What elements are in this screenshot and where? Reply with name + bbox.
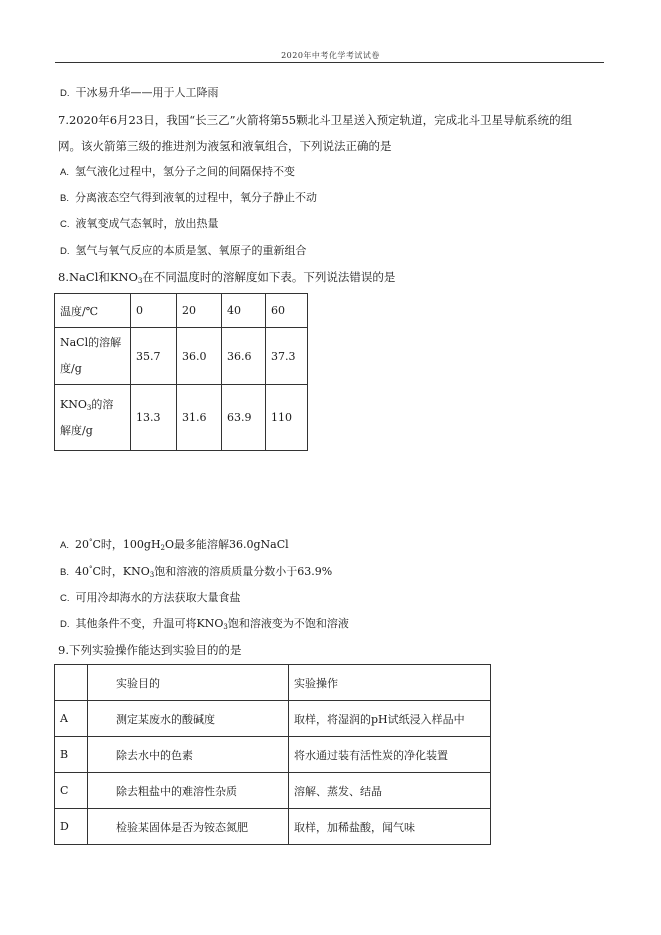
option-text: O最多能溶解36.0gNaCl xyxy=(165,538,289,551)
row-label: C xyxy=(55,773,88,809)
header-cell: 实验目的 xyxy=(88,665,289,701)
experiment-table xyxy=(54,664,491,845)
row-label-sub: 3 xyxy=(86,403,92,412)
q8-option-a xyxy=(60,538,289,553)
q8-stem-post: 在不同温度时的溶解度如下表。下列说法错误的是 xyxy=(142,270,396,284)
purpose-cell: 除去粗盐中的难溶性杂质 xyxy=(88,773,289,809)
q9-stem: 9.下列实验操作能达到实验目的的是 xyxy=(58,643,242,657)
page-header-title: 2020年中考化学考试试卷 xyxy=(281,51,380,60)
value-cell: 36.0 xyxy=(177,328,222,385)
solubility-header-row xyxy=(55,294,308,328)
row-label-line2: 解度/g xyxy=(60,423,93,437)
option-letter: C. xyxy=(60,219,70,230)
option-letter: C. xyxy=(60,593,70,604)
header-divider xyxy=(55,62,604,63)
q8-stem-pre: 8.NaCl和KNO xyxy=(58,270,138,284)
option-text: 氢气与氧气反应的本质是氢、氧原子的重新组合 xyxy=(75,244,307,257)
header-cell: 实验操作 xyxy=(289,665,491,701)
operation-cell: 取样，加稀盐酸，闻气味 xyxy=(289,809,491,845)
q7-option-c xyxy=(60,217,219,232)
experiment-row-a xyxy=(55,701,491,737)
option-text: 可用冷却海水的方法获取大量食盐 xyxy=(75,591,241,604)
header-cell: 温度/℃ xyxy=(55,294,131,328)
q8-option-b xyxy=(60,565,332,580)
option-text: 其他条件不变，升温可将KNO xyxy=(75,617,224,630)
degree-sup: ° xyxy=(88,538,93,546)
value-cell: 31.6 xyxy=(177,385,222,451)
q8-option-d xyxy=(60,617,349,632)
value-cell: 37.3 xyxy=(266,328,308,385)
option-text: C时，KNO xyxy=(92,565,150,578)
option-letter: A. xyxy=(60,540,69,551)
row-label-line2: 度/g xyxy=(60,362,82,375)
purpose-cell: 测定某废水的酸碱度 xyxy=(88,701,289,737)
option-text: 氢气液化过程中，氢分子之间的间隔保持不变 xyxy=(74,165,295,178)
q6-option-d xyxy=(60,86,219,101)
header-cell xyxy=(55,665,88,701)
option-text: 分离液态空气得到液氧的过程中，氧分子静止不动 xyxy=(74,191,317,204)
option-sub: 3 xyxy=(149,571,155,579)
row-label-post: 的溶 xyxy=(91,397,114,411)
q7-option-a xyxy=(60,165,295,180)
purpose-cell: 除去水中的色素 xyxy=(88,737,289,773)
solubility-row-nacl xyxy=(55,328,308,385)
option-text: C时，100gH xyxy=(92,538,161,551)
q8-stem-sub: 3 xyxy=(137,277,143,285)
experiment-row-d xyxy=(55,809,491,845)
operation-cell: 溶解、蒸发、结晶 xyxy=(289,773,491,809)
degree-sup: ° xyxy=(88,565,93,573)
option-text: 干冰易升华——用于人工降雨 xyxy=(75,86,219,99)
header-cell: 60 xyxy=(266,294,308,328)
row-label-line1: NaCl的溶解 xyxy=(60,336,122,349)
option-letter: D. xyxy=(60,619,70,630)
q8-option-c xyxy=(60,591,241,606)
row-label: B xyxy=(55,737,88,773)
experiment-header-row xyxy=(55,665,491,701)
experiment-row-c xyxy=(55,773,491,809)
solubility-table xyxy=(54,293,308,451)
value-cell: 110 xyxy=(266,385,308,451)
experiment-row-b xyxy=(55,737,491,773)
q8-stem xyxy=(58,270,395,284)
option-sub: 3 xyxy=(223,623,228,631)
row-label-pre: KNO xyxy=(60,397,87,411)
purpose-cell: 检验某固体是否为铵态氮肥 xyxy=(88,809,289,845)
header-cell: 20 xyxy=(177,294,222,328)
option-letter: A. xyxy=(60,167,69,178)
solubility-row-kno3 xyxy=(55,385,308,451)
q7-stem-line2: 网。该火箭第三级的推进剂为液氢和液氧组合，下列说法正确的是 xyxy=(58,139,392,153)
header-cell: 0 xyxy=(131,294,177,328)
option-letter: B. xyxy=(60,193,69,204)
option-text: 饱和溶液的溶质质量分数小于63.9% xyxy=(154,565,333,578)
value-cell: 63.9 xyxy=(222,385,266,451)
operation-cell: 将水通过装有活性炭的净化装置 xyxy=(289,737,491,773)
option-letter: D. xyxy=(60,246,70,257)
value-cell: 13.3 xyxy=(131,385,177,451)
row-label xyxy=(55,328,131,385)
row-label: A xyxy=(55,701,88,737)
value-cell: 35.7 xyxy=(131,328,177,385)
row-label xyxy=(55,385,131,451)
option-text: 40 xyxy=(74,565,89,578)
header-cell: 40 xyxy=(222,294,266,328)
value-cell: 36.6 xyxy=(222,328,266,385)
option-sub: 2 xyxy=(160,544,165,552)
q7-option-b xyxy=(60,191,317,206)
option-text: 20 xyxy=(74,538,89,551)
row-label: D xyxy=(55,809,88,845)
q7-option-d xyxy=(60,244,307,259)
option-text: 饱和溶液变为不饱和溶液 xyxy=(227,617,349,630)
operation-cell: 取样，将湿润的pH试纸浸入样品中 xyxy=(289,701,491,737)
option-letter: B. xyxy=(60,567,69,578)
option-text: 液氧变成气态氧时，放出热量 xyxy=(75,217,219,230)
option-letter: D. xyxy=(60,88,70,99)
q7-stem-line1: 7.2020年6月23日，我国“长三乙”火箭将第55颗北斗卫星送入预定轨道，完成北斗卫星导航系统的组 xyxy=(58,113,573,127)
